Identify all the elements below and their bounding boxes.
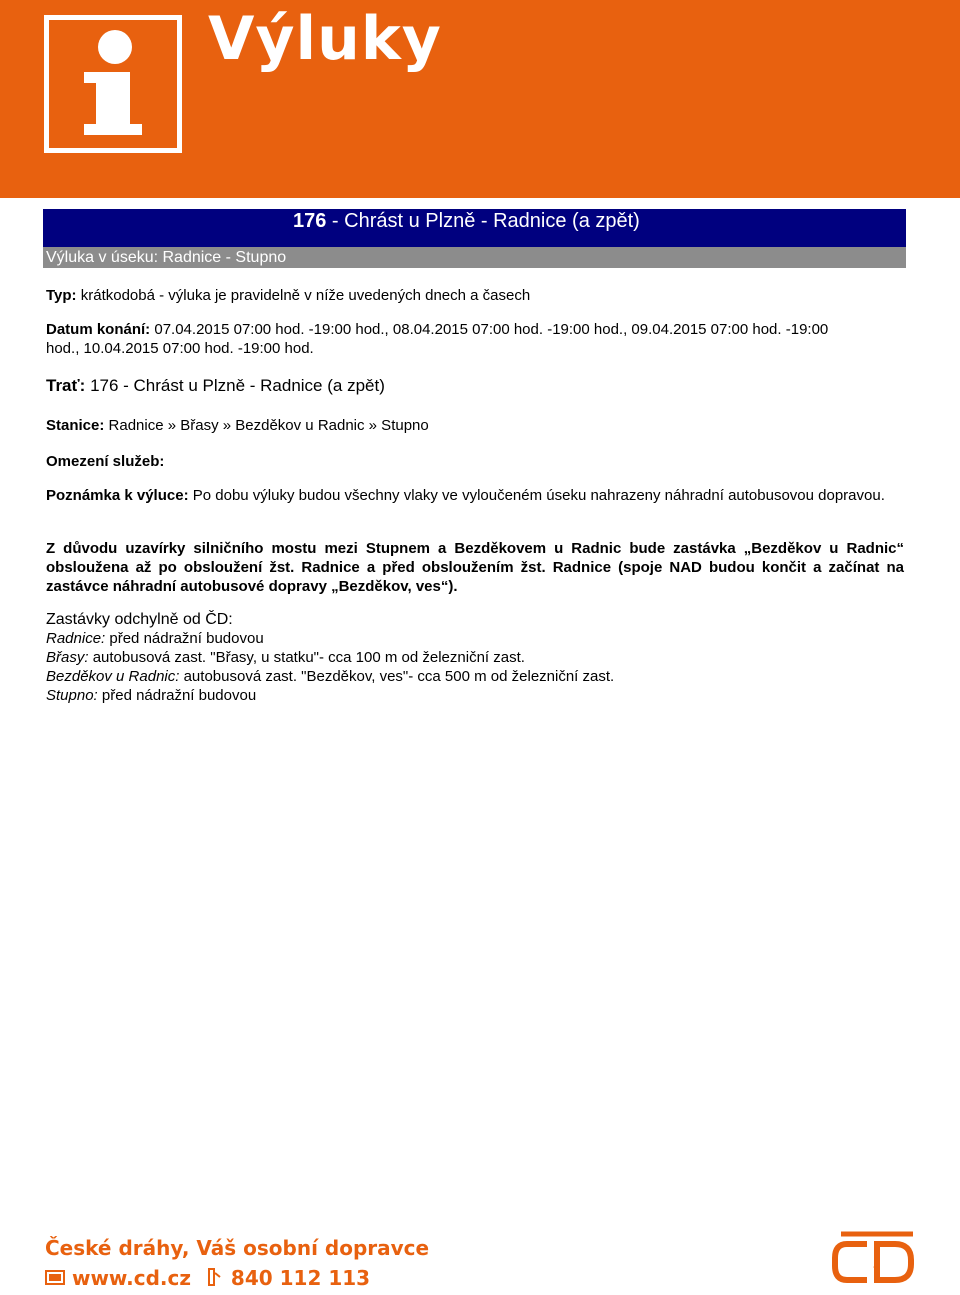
datum-label: Datum konání: — [46, 321, 151, 338]
route-title — [293, 210, 640, 233]
stanice-value: Radnice » Břasy » Bezděkov u Radnic » Stupno — [108, 417, 429, 434]
header-banner — [0, 0, 960, 198]
poznamka-row — [46, 486, 904, 505]
stop-item — [46, 667, 614, 686]
datum-line1: 07.04.2015 07:00 hod. -19:00 hod., 08.04.2015 07:00 hod. -19:00 hod., 09.04.2015 07:00 hod. -19:00 — [154, 321, 829, 338]
trat-row — [46, 376, 385, 395]
stop-item — [46, 648, 525, 667]
omezeni-row — [46, 452, 164, 471]
stanice-label: Stanice: — [46, 417, 105, 434]
datum-row-2 — [46, 339, 314, 358]
typ-row — [46, 286, 530, 305]
route-name: - Chrást u Plzně - Radnice (a zpět) — [326, 210, 640, 232]
stop-desc: před nádražní budovou — [109, 630, 264, 647]
stop-desc: autobusová zast. "Bezděkov, ves"- cca 500 m od železniční zast. — [183, 668, 615, 685]
footer-web[interactable]: www.cd.cz — [71, 1266, 191, 1290]
notice-paragraph: Z důvodu uzavírky silničního mostu mezi Stupnem a Bezděkovem u Radnic bude zastávka „Bezděkov u Radnic“ obsloužena až po obsloužení žst. Radnice a před obsloužením žst. Radnice (spoje NAD budou končit a začínat na zastávce náhradní autobusové dopravy „Bezděkov, ves“). — [46, 540, 904, 595]
stop-desc: před nádražní budovou — [101, 687, 257, 704]
footer-phone: 840 112 113 — [230, 1266, 371, 1290]
header-title: Výluky — [208, 4, 442, 74]
stop-name: Břasy: — [46, 649, 89, 666]
info-icon — [44, 15, 182, 153]
datum-row — [46, 320, 828, 339]
section-text: Výluka v úseku: Radnice - Stupno — [46, 249, 287, 266]
poznamka-label: Poznámka k výluce: — [46, 487, 189, 504]
poznamka-value: Po dobu výluky budou všechny vlaky ve vyloučeném úseku nahrazeny náhradní autobusovou dopravou. — [192, 487, 885, 504]
logo-text: ČD — [873, 1267, 876, 1269]
route-title-bar — [43, 209, 906, 247]
footer-slogan: České dráhy, Váš osobní dopravce — [45, 1236, 430, 1260]
stop-item — [46, 629, 264, 648]
stop-item — [46, 686, 256, 705]
trat-label: Trať: — [46, 376, 86, 395]
typ-label: Typ: — [46, 287, 77, 304]
stop-name: Bezděkov u Radnic: — [46, 668, 180, 685]
stops-heading: Zastávky odchylně od ČD: — [46, 611, 233, 628]
route-number: 176 — [293, 210, 327, 232]
stop-name: Stupno: — [46, 687, 98, 704]
omezeni-label: Omezení služeb: — [46, 453, 165, 470]
phone-icon — [206, 1267, 224, 1292]
cd-logo — [829, 1230, 917, 1293]
stop-name: Radnice: — [46, 630, 106, 647]
trat-value: 176 - Chrást u Plzně - Radnice (a zpět) — [90, 376, 385, 395]
section-bar — [43, 247, 906, 268]
stanice-row — [46, 416, 429, 435]
footer-contacts — [45, 1266, 370, 1292]
stop-desc: autobusová zast. "Břasy, u statku"- cca 100 m od železniční zast. — [92, 649, 525, 666]
datum-line2: hod., 10.04.2015 07:00 hod. -19:00 hod. — [46, 340, 314, 357]
typ-value: krátkodobá - výluka je pravidelně v níže uvedených dnech a časech — [80, 287, 531, 304]
web-icon — [45, 1268, 65, 1292]
